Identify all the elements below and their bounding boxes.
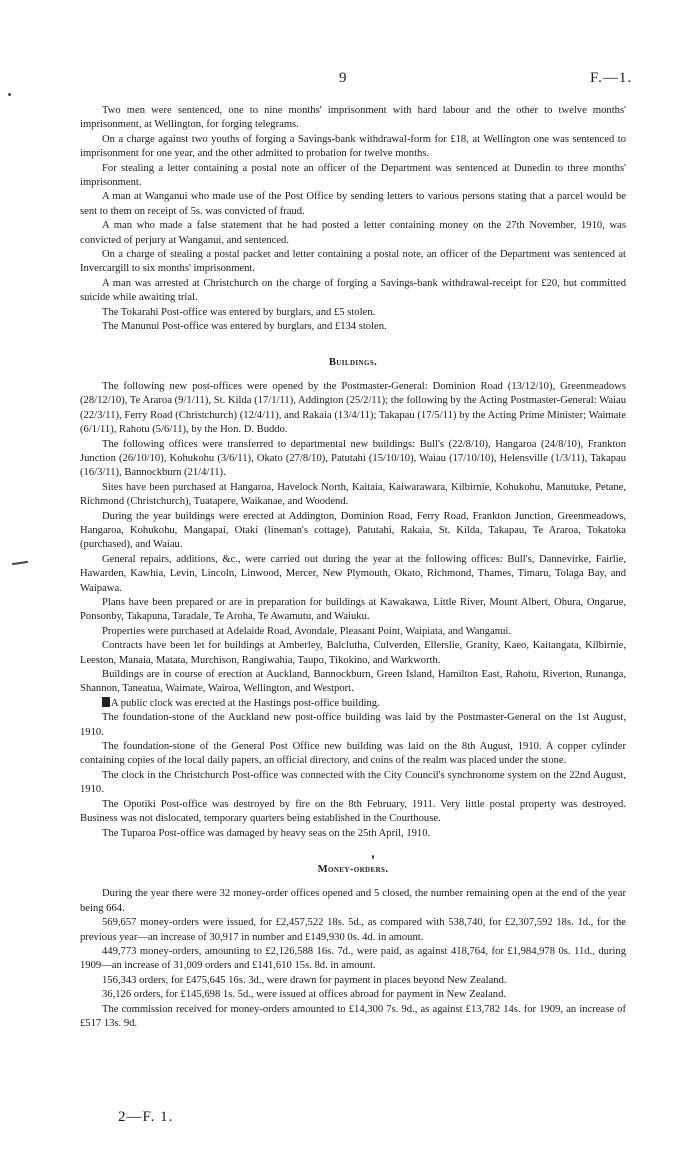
paragraph: Properties were purchased at Adelaide Road, Avondale, Pleasant Point, Waipiata, and Wanganui. [102, 625, 511, 637]
paragraph: The foundation-stone of the Auckland new post-office building was laid by the Postmaster-General on the 1st August, 1910. [80, 712, 626, 738]
paragraph: Plans have been prepared or are in preparation for buildings at Kawakawa, Little River, Mount Albert, Ohura, Ongarue, Ponsonby, Takapuna, Taradale, Te Aroha, Te Awamutu, and Waiuku. [80, 597, 626, 623]
section-heading-buildings: Buildings. [328, 356, 378, 368]
paragraph: The clock in the Christchurch Post-office was connected with the City Council's synchronome system on the 22nd August, 1910. [80, 769, 626, 796]
paragraph: 156,343 orders, for £475,645 16s. 3d., were drawn for payment in places beyond New Zealand. [102, 974, 507, 986]
section-heading-money-orders: Money-orders. [317, 863, 389, 875]
paragraph: During the year there were 32 money-order offices opened and 5 closed, the number remaining open at the end of the year being 664. [80, 888, 626, 914]
paragraph-text: A public clock was erected at the Hastings post-office building. [111, 697, 380, 709]
ink-speck [372, 855, 374, 859]
paragraph: General repairs, additions, &c., were carried out during the year at the following offices: Bull's, Dannevirke, Fairlie, Hawarden, Kawhia, Levin, Lincoln, Linwood, Mercer, New Plymouth, Okato, Richmond, Thames, Timaru, Tolaga Bay, and Waipawa. [80, 553, 626, 594]
paragraph: The Tuparoa Post-office was damaged by heavy seas on the 25th April, 1910. [102, 827, 431, 839]
paragraph: For stealing a letter containing a postal note an officer of the Department was sentenced at Dunedin to three months' imprisonment. [80, 162, 626, 189]
paragraph: Contracts have been let for buildings at Amberley, Balclutha, Culverden, Ellerslie, Granity, Kaeo, Kaitangata, Kilbirnie, Leeston, Manaia, Matata, Murchison, Rangiwahia, Taupo, Tikokino, and Warkworth. [80, 640, 626, 666]
paragraph: The foundation-stone of the General Post Office new building was laid on the 8th August, 1910. A copper cylinder containing copies of the local daily papers, an official directory, and coins of the realm was placed under the stone. [80, 741, 626, 767]
paragraph: 449,773 money-orders, amounting to £2,126,588 16s. 7d., were paid, as against 418,764, for £1,984,978 0s. 11d., during 1909—an increase of 31,009 orders and £141,610 15s. 8d. in amount. [80, 945, 626, 972]
paragraph-clock [80, 697, 626, 711]
paragraph: A man was arrested at Christchurch on the charge of forging a Savings-bank withdrawal-receipt for £20, but committed suicide while awaiting trial. [80, 277, 626, 304]
paragraph: The Manunui Post-office was entered by burglars, and £134 stolen. [102, 321, 387, 333]
margin-pencil-mark [12, 561, 28, 565]
paragraph: The Tokarahi Post-office was entered by burglars, and £5 stolen. [102, 306, 376, 318]
paragraph: On a charge against two youths of forging a Savings-bank withdrawal-form for £18, at Wellington one was sentenced to imprisonment for one year, and the other admitted to probation for twelve months. [80, 133, 626, 160]
buildings-section [80, 380, 626, 841]
paragraph: A man who made a false statement that he had posted a letter containing money on the 27th November, 1910, was convicted of perjury at Wanganui, and sentenced. [80, 220, 626, 246]
paragraph: Two men were sentenced, one to nine months' imprisonment with hard labour and the other to twelve months' imprisonment, at Wellington, for forging telegrams. [80, 105, 626, 131]
offences-section [80, 104, 626, 335]
paragraph: On a charge of stealing a postal packet and letter containing a postal note, an officer of the Department was sentenced at Invercargill to six months' imprisonment. [80, 249, 626, 275]
paragraph: During the year buildings were erected at Addington, Dominion Road, Ferry Road, Frankton Junction, Greenmeadows, Hangaroa, Kohukohu, Mangapai, Otaki (lineman's cottage), Patutahi, Rakaia, St. Kilda, Takapau, Te Araroa, Tokatoka (purchased), and Waiau. [80, 510, 626, 551]
paragraph: The Opotiki Post-office was destroyed by fire on the 8th February, 1911. Very little postal property was destroyed. Business was not dislocated, temporary quarters being established in the Courthouse. [80, 798, 626, 825]
ink-speck [8, 93, 11, 96]
ink-blot-mark [102, 697, 110, 707]
paragraph: Buildings are in course of erection at Auckland, Bannockburn, Green Island, Hamilton East, Rahotu, Riverton, Runanga, Shannon, Taneatua, Waimate, Wairoa, Wellington, and Westport. [80, 669, 626, 695]
page-reference: F.—1. [590, 70, 633, 86]
page-header [0, 70, 700, 92]
paragraph: A man at Wanganui who made use of the Post Office by sending letters to various persons stating that a parcel would be sent to them on receipt of 5s. was convicted of fraud. [80, 191, 626, 217]
body-text [80, 104, 626, 1031]
paragraph: The following offices were transferred to departmental new buildings: Bull's (22/8/10), Hangaroa (24/8/10), Frankton Junction (26/10/10), Kohukohu (3/6/11), Okato (27/8/10), Patutahi (15/10/10), Waiau (17/10/10), Helensville (1/3/11), Takapau (16/3/11), Bannockburn (21/4/11). [80, 438, 626, 479]
paragraph: 569,657 money-orders were issued, for £2,457,522 18s. 5d., as compared with 538,740, for £2,307,592 18s. 1d., for the previous year—an increase of 30,917 in number and £149,930 0s. 4d. in amount. [80, 917, 626, 943]
paragraph: 36,126 orders, for £145,698 1s. 5d., were issued at offices abroad for payment in New Zealand. [102, 989, 507, 1001]
sheet-reference: 2—F. 1. [118, 1109, 174, 1125]
page-number: 9 [339, 70, 347, 86]
paragraph: Sites have been purchased at Hangaroa, Havelock North, Kaitaia, Kaiwarawara, Kilbirnie, Kohukohu, Manutuke, Petane, Richmond (Christchurch), Tuatapere, Waikanae, and Woodend. [80, 481, 626, 508]
paragraph: The commission received for money-orders amounted to £14,300 7s. 9d., as against £13,782 14s. for 1909, an increase of £517 13s. 9d. [80, 1003, 626, 1029]
money-orders-section [80, 887, 626, 1031]
paragraph: The following new post-offices were opened by the Postmaster-General: Dominion Road (13/12/10), Greenmeadows (28/12/10), Te Araroa (9/1/11), St. Kilda (17/1/11), Addington (25/2/11); the following by the Acting Postmaster-General: Waiau (22/3/11), Ferry Road (Christchurch) (12/4/11), and Rakaia (13/4/11); Takapau (17/5/11) by the Acting Prime Minister; Waimate (6/1/11), Rahotu (5/6/11), by the Hon. D. Buddo. [80, 380, 626, 436]
